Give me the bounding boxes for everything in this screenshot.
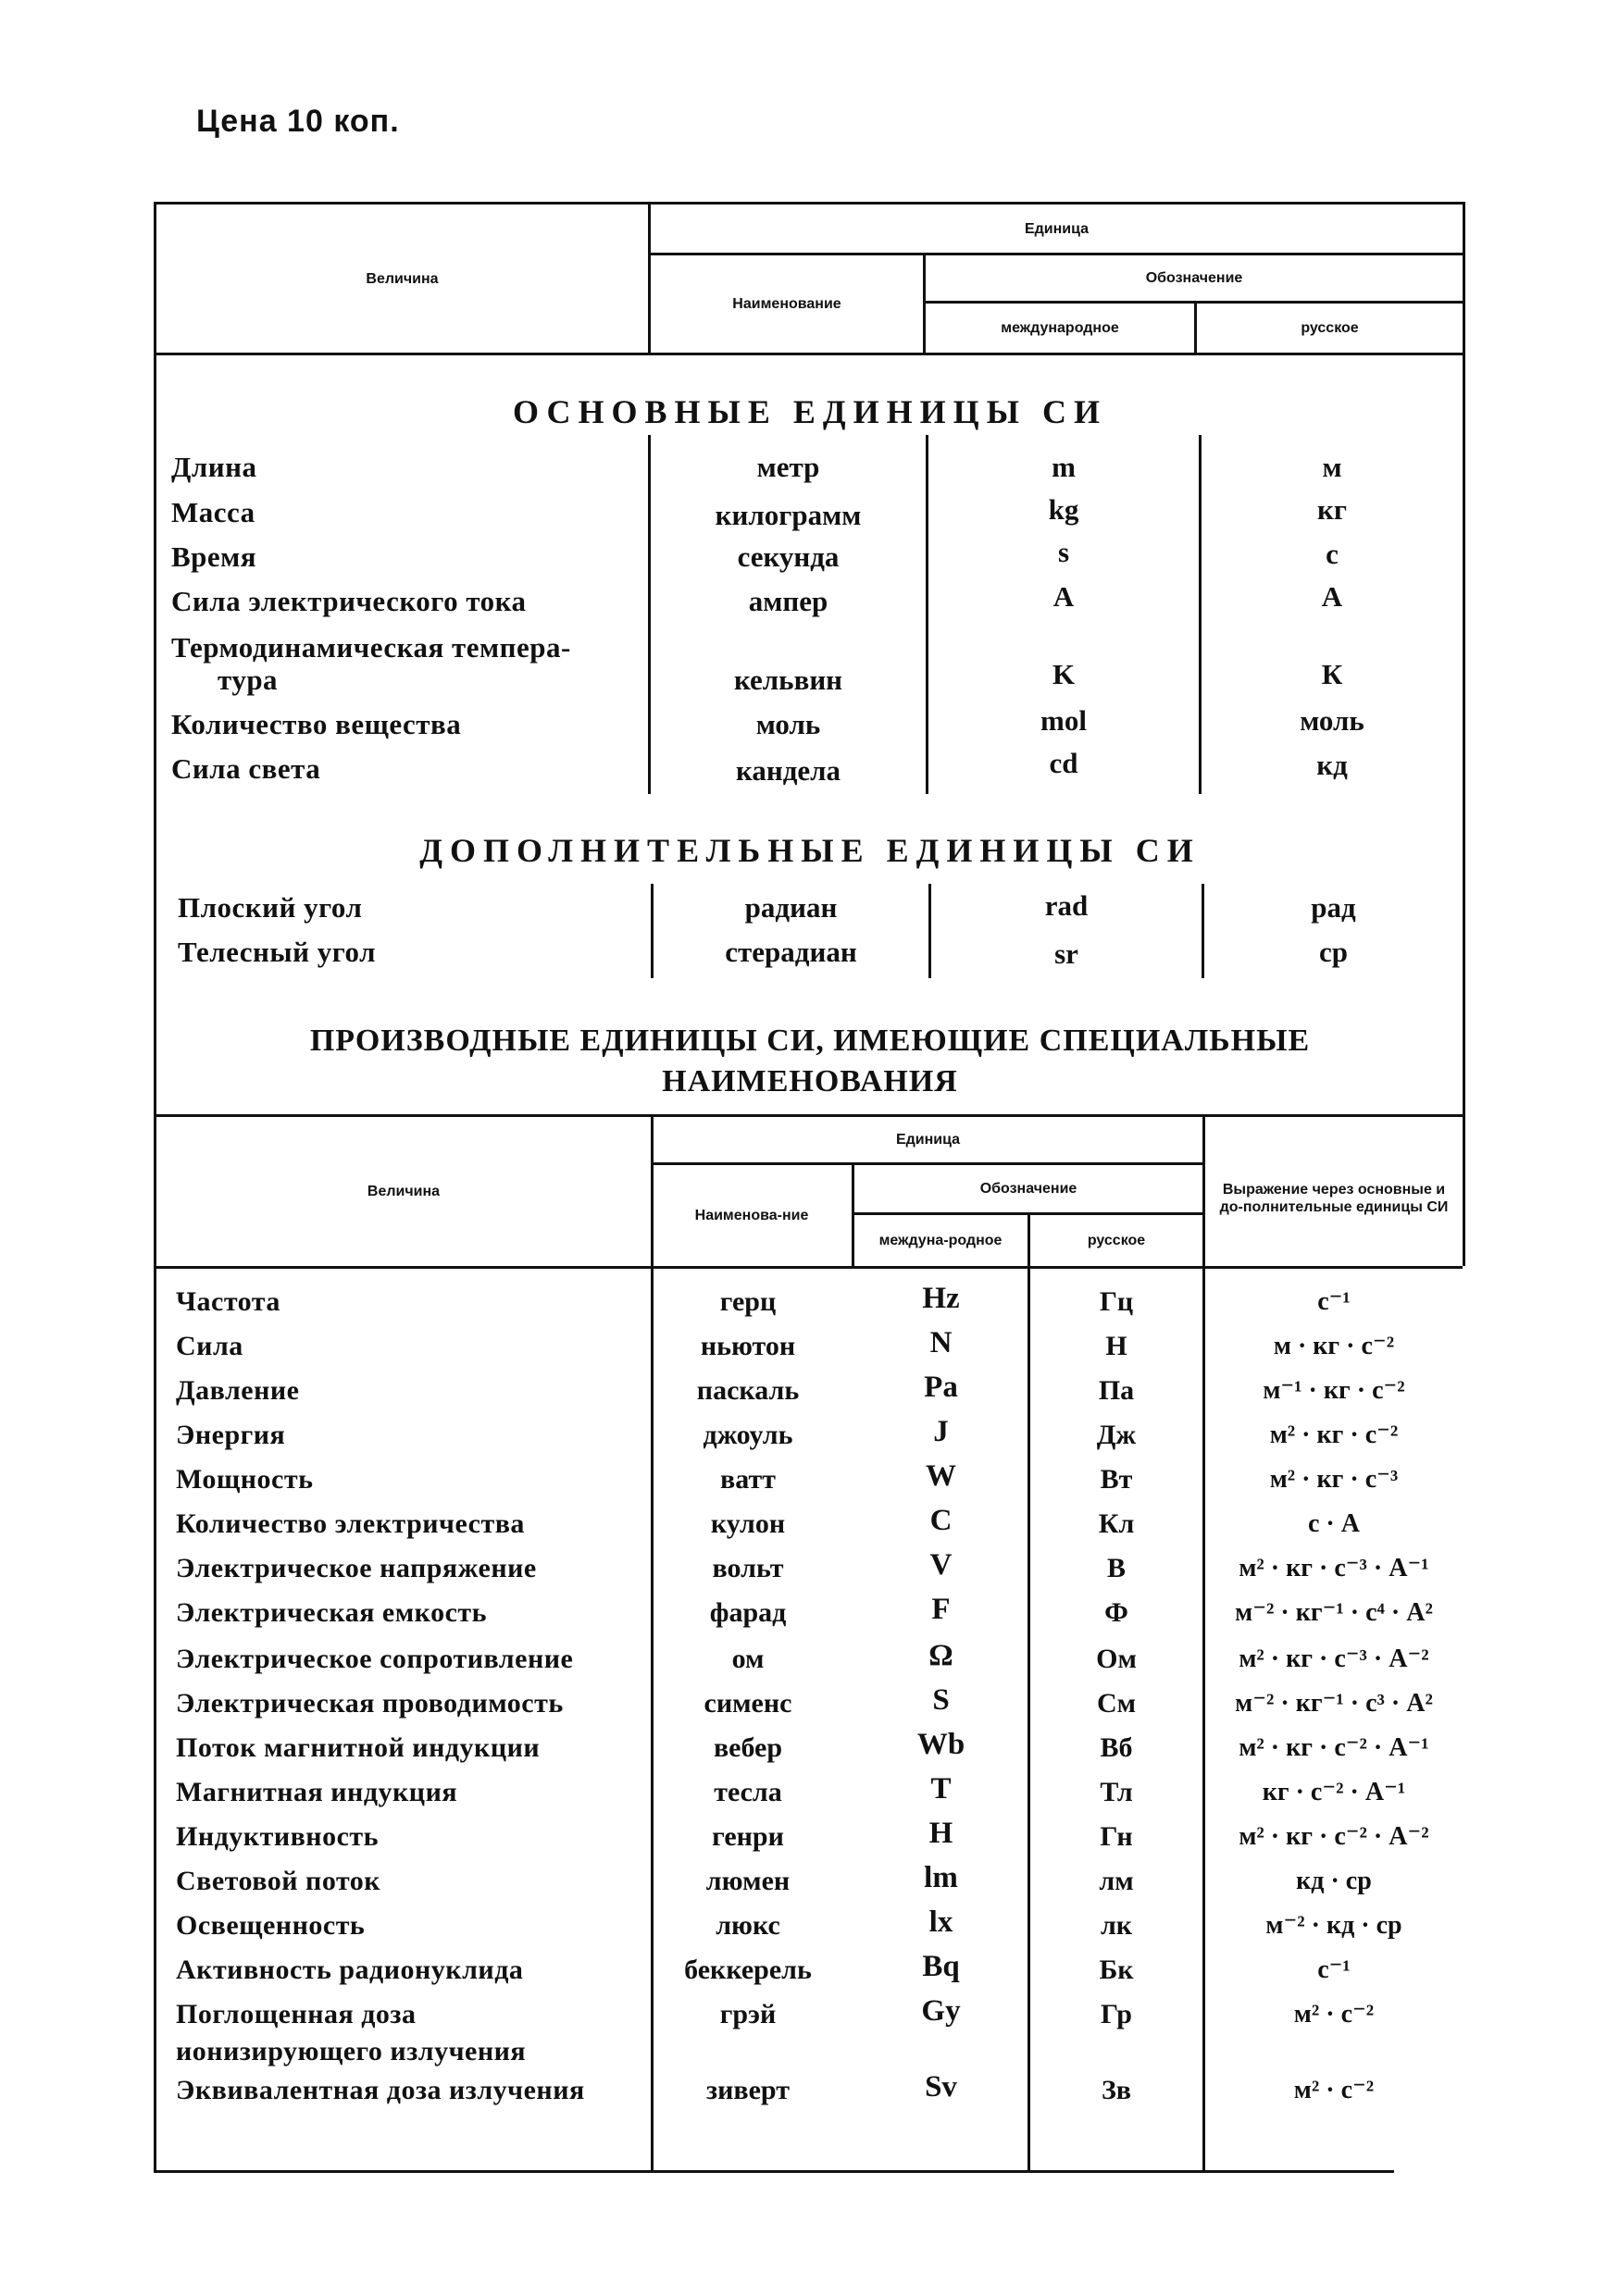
derived-expression: м⁻² · кд · ср [1265, 1911, 1402, 1940]
derived-intl: T [930, 1772, 952, 1806]
base-quantity: Масса [171, 496, 255, 528]
derived-title-2: НАИМЕНОВАНИЯ [662, 1064, 958, 1098]
derived-name: вольт [712, 1553, 784, 1583]
supp-ru: ср [1319, 936, 1348, 968]
supp-units-title: ДОПОЛНИТЕЛЬНЫЕ ЕДИНИЦЫ СИ [419, 832, 1201, 869]
derived-quantity: Частота [176, 1286, 280, 1317]
base-rule [926, 435, 928, 794]
derived-ru: Н [1105, 1331, 1127, 1361]
derived-expression: м² · кг · с⁻³ [1269, 1465, 1399, 1494]
header-quantity: Величина [367, 1184, 441, 1199]
derived-ru: лк [1100, 1910, 1133, 1941]
derived-ru: Тл [1100, 1777, 1133, 1807]
base-intl: mol [1040, 704, 1087, 737]
frame-right [1463, 355, 1465, 1114]
derived-ru: Па [1098, 1375, 1135, 1406]
header-designation: Обозначение [1145, 270, 1243, 286]
derived-name: герц [719, 1286, 777, 1317]
derived-expression: м⁻² · кг⁻¹ · с³ · А² [1235, 1689, 1433, 1718]
derived-name: беккерель [684, 1955, 812, 1985]
derived-expression: м² · кг · с⁻³ · А⁻² [1239, 1644, 1429, 1673]
base-intl: kg [1048, 493, 1079, 526]
derived-ru: Вб [1100, 1732, 1133, 1763]
derived-quantity: Энергия [176, 1420, 286, 1450]
derived-quantity: Давление [176, 1375, 300, 1406]
header-unit: Единица [1024, 220, 1090, 237]
derived-intl: H [928, 1817, 953, 1850]
derived-intl: C [929, 1504, 953, 1537]
frame-left [154, 1266, 156, 2173]
derived-quantity: Электрическая проводимость [176, 1688, 564, 1719]
derived-expression: м · кг · с⁻² [1273, 1332, 1395, 1360]
derived-ru: Зв [1101, 2075, 1132, 2105]
derived-quantity: Электрическая емкость [176, 1597, 487, 1628]
derived-ru: Вт [1100, 1464, 1133, 1495]
derived-title: ПРОИЗВОДНЫЕ ЕДИНИЦЫ СИ, ИМЕЮЩИЕ СПЕЦИАЛЬНЫЕ [309, 1024, 1311, 1058]
header-international: международное [1001, 320, 1119, 336]
derived-name: люкс [716, 1910, 780, 1941]
derived-intl: V [929, 1548, 953, 1582]
derived-intl: lx [928, 1905, 953, 1939]
derived-expression: м² · с⁻² [1293, 2000, 1375, 2029]
derived-intl: Gy [921, 1994, 961, 2028]
derived-expression: м² · с⁻² [1293, 2076, 1375, 2104]
derived-ru: В [1106, 1553, 1126, 1583]
supp-ru: рад [1311, 891, 1356, 924]
derived-intl: Ω [928, 1639, 953, 1672]
header-expression: Выражение через основные и до-полнительные единицы СИ [1219, 1182, 1449, 1215]
base-quantity-cont: тура [218, 664, 279, 696]
derived-quantity: Количество электричества [176, 1508, 525, 1539]
derived-expression: с⁻¹ [1317, 1287, 1351, 1316]
derived-quantity: Освещенность [176, 1910, 366, 1941]
base-quantity: Термодинамическая темпера- [171, 631, 571, 664]
derived-name: джоуль [703, 1420, 793, 1450]
derived-expression: м² · кг · с⁻² · А⁻¹ [1239, 1733, 1429, 1762]
derived-intl: S [932, 1683, 950, 1717]
base-name: секунда [737, 540, 840, 573]
derived-name: кулон [710, 1508, 786, 1539]
derived-name: люмен [705, 1866, 791, 1896]
header-russian: русское [1301, 320, 1359, 336]
derived-name: ньютон [700, 1331, 796, 1361]
derived-intl: W [926, 1459, 956, 1493]
derived-expression: м² · кг · с⁻² [1269, 1421, 1399, 1449]
derived-ru: Дж [1096, 1420, 1137, 1450]
base-ru: м [1322, 451, 1342, 483]
base-intl: s [1057, 536, 1070, 568]
derived-expression: кд · ср [1296, 1867, 1372, 1895]
derived-quantity: Электрическое сопротивление [176, 1644, 574, 1674]
base-ru: К [1321, 658, 1343, 690]
base-name: килограмм [715, 499, 862, 531]
base-rule [1199, 435, 1202, 794]
derived-name: сименс [704, 1688, 792, 1719]
derived-name: тесла [714, 1777, 782, 1807]
price-label: Цена 10 коп. [196, 104, 400, 139]
derived-name: ватт [720, 1464, 776, 1495]
derived-name: грэй [719, 1999, 777, 2029]
derived-name: генри [712, 1821, 784, 1852]
derived-ru: лм [1099, 1866, 1134, 1896]
derived-quantity-cont: ионизирующего излучения [176, 2036, 527, 2066]
derived-intl: Pa [924, 1371, 958, 1404]
derived-quantity: Сила [176, 1331, 243, 1361]
derived-quantity: Электрическое напряжение [176, 1553, 537, 1583]
base-quantity: Сила электрического тока [171, 585, 527, 617]
derived-ru: Гн [1100, 1821, 1133, 1852]
derived-ru: Гц [1099, 1286, 1134, 1317]
base-intl: A [1052, 580, 1075, 613]
base-name: моль [755, 708, 821, 740]
derived-name: паскаль [696, 1375, 800, 1406]
derived-name: вебер [713, 1732, 783, 1763]
derived-expression: кг · с⁻² · А⁻¹ [1262, 1778, 1406, 1806]
header-name: Наименование [732, 296, 841, 312]
base-quantity: Время [171, 540, 257, 573]
derived-expression: м² · кг · с⁻³ · А⁻¹ [1239, 1554, 1429, 1582]
base-ru: А [1321, 580, 1343, 613]
derived-intl: Bq [922, 1950, 960, 1983]
derived-quantity: Поток магнитной индукции [176, 1732, 541, 1763]
derived-ru: См [1096, 1688, 1137, 1719]
derived-quantity: Эквивалентная доза излучения [176, 2075, 585, 2105]
base-ru: кд [1316, 749, 1348, 781]
header-name: Наименова-ние [694, 1208, 809, 1223]
base-name: кандела [735, 754, 841, 787]
supp-intl: rad [1044, 889, 1089, 922]
base-units-title: ОСНОВНЫЕ ЕДИНИЦЫ СИ [513, 393, 1107, 430]
derived-ru: Гр [1101, 1999, 1132, 2029]
derived-name: зиверт [706, 2075, 790, 2105]
supp-name: стерадиан [725, 936, 857, 968]
bottom-rule [154, 2170, 1394, 2173]
derived-ru: Ом [1096, 1644, 1137, 1674]
derived-expression: м⁻² · кг⁻¹ · с⁴ · А² [1235, 1598, 1433, 1627]
base-quantity: Сила света [171, 752, 321, 785]
derived-intl: N [929, 1326, 953, 1359]
derived-intl: Hz [922, 1282, 960, 1315]
derived-intl: Wb [916, 1728, 965, 1761]
derived-quantity: Световой поток [176, 1866, 381, 1896]
base-name: метр [756, 451, 820, 483]
derived-quantity: Поглощенная доза [176, 1999, 417, 2029]
supp-name: радиан [744, 891, 838, 924]
base-name: кельвин [733, 664, 843, 696]
base-quantity: Длина [171, 451, 257, 483]
header-designation: Обозначение [979, 1181, 1077, 1197]
derived-expression: м² · кг · с⁻² · А⁻² [1239, 1822, 1429, 1851]
header-quantity: Величина [366, 270, 439, 287]
derived-intl: F [931, 1593, 951, 1626]
derived-ru: Кл [1098, 1508, 1135, 1539]
derived-quantity: Магнитная индукция [176, 1777, 458, 1807]
supp-intl: sr [1054, 937, 1078, 970]
derived-quantity: Активность радионуклида [176, 1955, 524, 1985]
derived-name: фарад [709, 1597, 787, 1628]
base-name: ампер [748, 585, 828, 617]
derived-ru: Бк [1099, 1955, 1134, 1985]
base-intl: K [1052, 658, 1076, 690]
header-international: междуна-родное [878, 1233, 1003, 1248]
base-ru: моль [1300, 704, 1364, 737]
base-intl: m [1052, 451, 1076, 483]
derived-intl: J [933, 1415, 949, 1448]
derived-expression: с⁻¹ [1317, 1955, 1351, 1984]
derived-intl: lm [924, 1861, 958, 1894]
derived-quantity: Мощность [176, 1464, 314, 1495]
derived-intl: Sv [925, 2070, 957, 2104]
header-russian: русское [1087, 1233, 1146, 1248]
header-unit: Единица [895, 1132, 961, 1148]
base-quantity: Количество вещества [171, 708, 462, 740]
base-ru: с [1326, 538, 1339, 570]
supp-quantity: Телесный угол [178, 936, 377, 968]
derived-expression: м⁻¹ · кг · с⁻² [1263, 1376, 1405, 1405]
derived-expression: с · А [1308, 1509, 1360, 1538]
derived-quantity: Индуктивность [176, 1821, 380, 1852]
frame-left [154, 355, 156, 1114]
base-intl: cd [1049, 747, 1078, 779]
derived-name: ом [731, 1644, 765, 1674]
base-ru: кг [1317, 493, 1347, 526]
supp-quantity: Плоский угол [178, 891, 363, 924]
derived-ru: Ф [1104, 1597, 1128, 1628]
